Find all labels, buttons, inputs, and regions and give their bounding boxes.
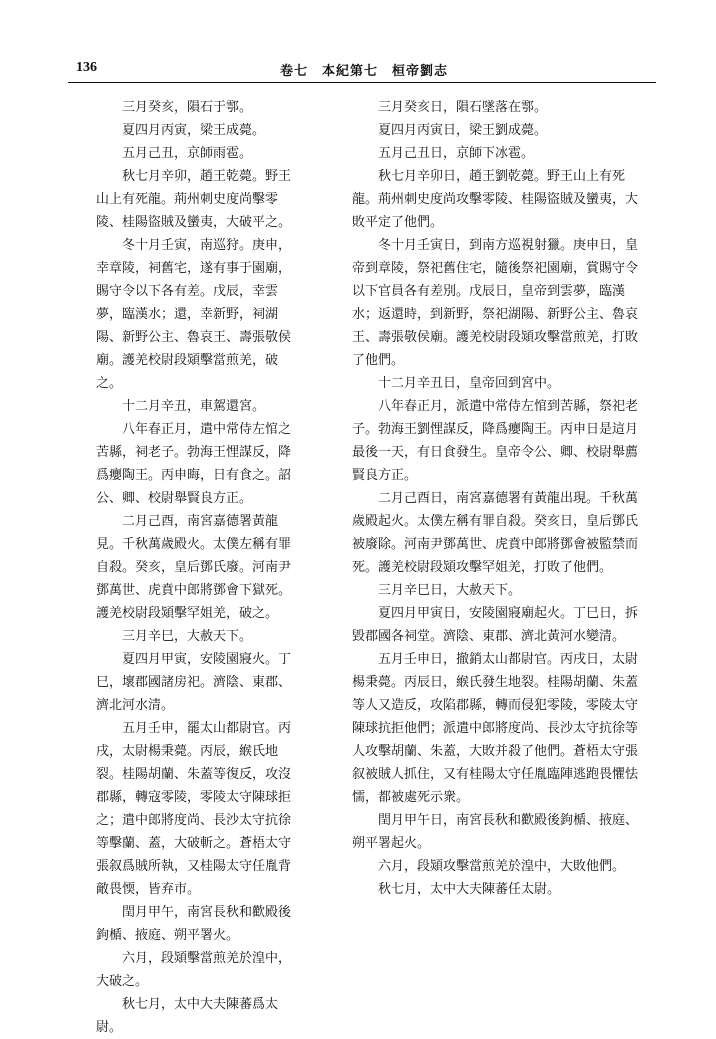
translation-paragraph: 二月己酉日，南宮嘉德署有黃龍出現。千秋萬歲殿起火。太僕左稱有罪自殺。癸亥日，皇后鄧氏被廢除。河南尹鄧萬世、虎賁中郎將鄧會被監禁而死。護羌校尉段熲攻擊罕姐羌，打敗了他們。 xyxy=(352,491,639,575)
original-paragraph: 冬十月壬寅，南巡狩。庚申，幸章陵，祠舊宅，遂有事于園廟，賜守令以下各有差。戊辰，幸雲夢，臨漢水；還，幸新野，祠湖陽、新野公主、魯哀王、壽張敬侯廟。護羌校尉段熲擊當煎羌，破之。 xyxy=(96,238,292,391)
original-paragraph: 夏四月甲寅，安陵園寢火。丁巳，壞郡國諸房祀。濟陰、東郡、濟北河水清。 xyxy=(96,652,292,713)
original-paragraph: 六月，段熲擊當煎羌於湟中，大破之。 xyxy=(96,951,292,989)
translation-paragraph: 夏四月甲寅日，安陵園寢廟起火。丁巳日，拆毀郡國各祠堂。濟陰、東郡、濟北黃河水變清。 xyxy=(352,606,639,644)
translation-paragraph: 五月己丑日，京師下冰雹。 xyxy=(378,146,535,161)
translation-paragraph: 五月壬申日，撤銷太山都尉官。丙戌日，太尉楊秉薨。丙辰日，緱氏發生地裂。桂陽胡蘭、朱蓋等人又造反，攻陷郡縣，轉而侵犯零陵，零陵太守陳球抗拒他們；派遣中郎將度尚、長沙太守抗徐等人攻擊胡蘭、朱蓋，大敗并殺了他們。蒼梧太守張叙被賊人抓住，又有桂陽太守任胤臨陣逃跑畏懼怯懦，都被處死示衆。 xyxy=(352,652,639,805)
translation-text-column xyxy=(352,96,645,901)
original-paragraph: 五月壬申，罷太山都尉官。丙戌，太尉楊秉薨。丙辰，緱氏地裂。桂陽胡蘭、朱蓋等復反，攻沒郡縣，轉寇零陵，零陵太守陳球拒之；遣中郎將度尚、長沙太守抗徐等擊蘭、蓋，大破斬之。蒼梧太守張叙爲賊所執，又桂陽太守任胤背敵畏愞，皆弃市。 xyxy=(96,721,292,897)
translation-paragraph: 冬十月壬寅日，到南方巡視射獵。庚申日，皇帝到章陵，祭祀舊住宅，隨後祭祀園廟，賞賜守令以下官員各有差別。戊辰日，皇帝到雲夢，臨漢水；返還時，到新野，祭祀湖陽、新野公主、魯哀王、壽張敬侯廟。護羌校尉段熲攻擊當煎羌，打敗了他們。 xyxy=(352,238,639,368)
original-paragraph: 三月辛巳，大赦天下。 xyxy=(122,629,253,644)
original-paragraph: 三月癸亥，隕石于鄠。 xyxy=(122,100,253,115)
original-paragraph: 二月己酉，南宮嘉德署黃龍見。千秋萬歲殿火。太僕左稱有罪自殺。癸亥，皇后鄧氏廢。河南尹鄧萬世、虎賁中郎將鄧會下獄死。護羌校尉段熲擊罕姐羌，破之。 xyxy=(96,514,292,621)
translation-paragraph: 閏月甲午日，南宮長秋和歡殿後鉤楯、掖庭、朔平署起火。 xyxy=(352,813,639,851)
translation-paragraph: 秋七月，太中大夫陳蕃任太尉。 xyxy=(378,882,561,897)
translation-paragraph: 三月辛巳日，大赦天下。 xyxy=(378,583,522,598)
translation-paragraph: 八年春正月，派遣中常侍左悺到苦縣，祭祀老子。勃海王劉悝謀反，降爲癭陶王。丙申日是這月最後一天，有日食發生。皇帝令公、卿、校尉舉薦賢良方正。 xyxy=(352,399,639,483)
original-paragraph: 閏月甲午，南宮長秋和歡殿後鉤楯、掖庭、朔平署火。 xyxy=(96,905,292,943)
original-text-column xyxy=(96,96,300,1039)
translation-paragraph: 秋七月辛卯日，趙王劉乾薨。野王山上有死龍。荊州刺史度尚攻擊零陵、桂陽盜賊及蠻夷，大敗平定了他們。 xyxy=(352,169,639,230)
original-paragraph: 秋七月，太中大夫陳蕃爲太尉。 xyxy=(96,997,279,1035)
running-head: 卷七 本紀第七 桓帝劉志 xyxy=(280,64,449,79)
original-paragraph: 夏四月丙寅，梁王成薨。 xyxy=(122,123,266,138)
translation-paragraph: 六月，段熲攻擊當煎羌於湟中，大敗他們。 xyxy=(378,859,626,874)
original-paragraph: 五月己丑，京師雨雹。 xyxy=(122,146,253,161)
original-paragraph: 十二月辛丑，車駕還宮。 xyxy=(122,399,266,414)
page-number: 136 xyxy=(76,60,97,75)
translation-paragraph: 夏四月丙寅日，梁王劉成薨。 xyxy=(378,123,548,138)
original-paragraph: 八年春正月，遣中常侍左悺之苦縣，祠老子。勃海王悝謀反，降爲癭陶王。丙申晦，日有食之。詔公、卿、校尉舉賢良方正。 xyxy=(96,422,292,506)
translation-paragraph: 三月癸亥日，隕石墜落在鄠。 xyxy=(378,100,548,115)
translation-paragraph: 十二月辛丑日，皇帝回到宮中。 xyxy=(378,376,561,391)
header-rule xyxy=(68,82,656,83)
original-paragraph: 秋七月辛卯，趙王乾薨。野王山上有死龍。荊州刺史度尚擊零陵、桂陽盜賊及蠻夷，大破平之。 xyxy=(96,169,292,230)
